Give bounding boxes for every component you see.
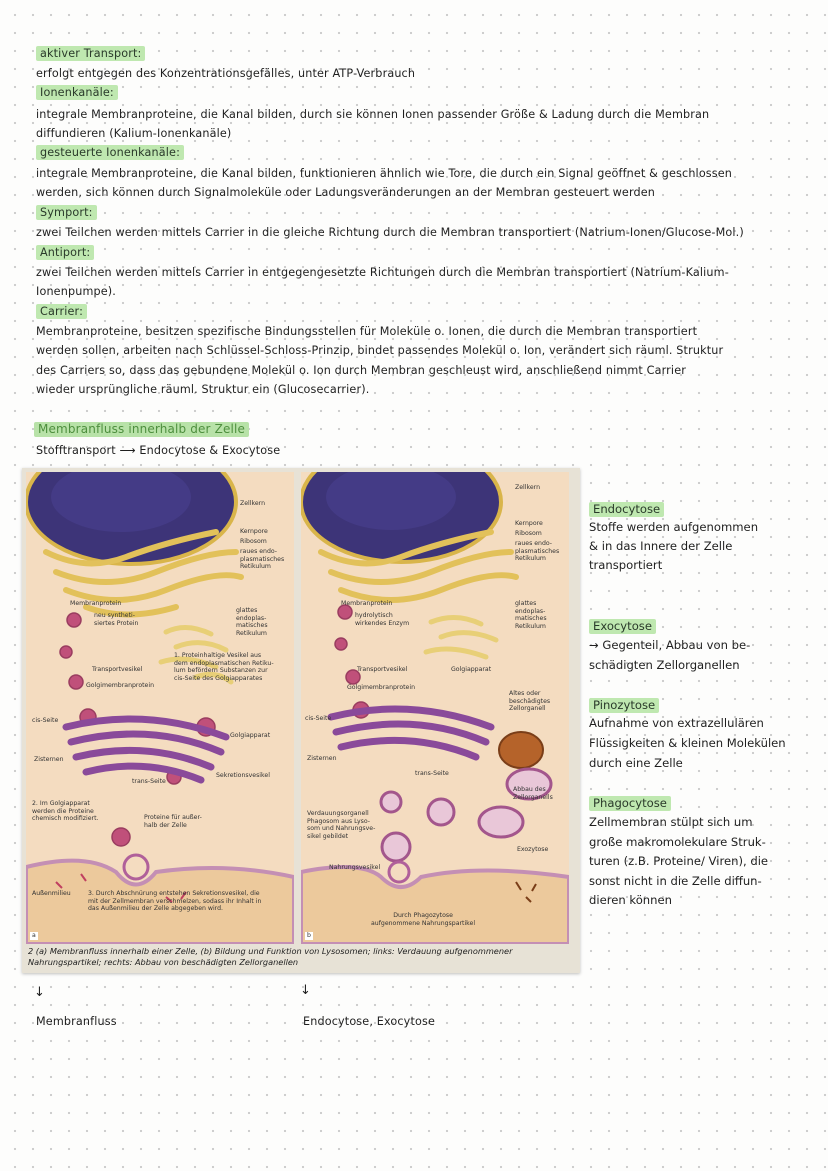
label-golgimembranprotein: Golgimembranprotein	[86, 682, 154, 689]
heading-aktiver-transport: aktiver Transport:	[36, 44, 145, 63]
textbook-figure	[22, 468, 580, 973]
label-aussenmilieu: Außenmilieu	[32, 890, 71, 897]
label-hydrolytisch: hydrolytisch wirkendes Enzym	[355, 612, 410, 627]
label-golgiapparat: Golgiapparat	[451, 666, 492, 673]
label-verdauungsorganell: Verdauungsorganell Phagosom aus Lyso- som und Nahrungsve- sikel gebildet	[307, 810, 376, 840]
label-step3: 3. Durch Abschnürung entstehen Sekretionsvesikel, die mit der Zellmembran verschmelzen, sodass ihr Inhalt in das Außenmilieu der Zelle abgegeben wird.	[88, 890, 262, 912]
note-line: werden sollen, arbeiten nach Schlüssel-Schloss-Prinzip, bindet passendes Molekül o. Ion, verändert sich räuml. Struktur	[36, 344, 724, 357]
heading-membranfluss: Membranfluss innerhalb der Zelle	[34, 420, 249, 439]
note-line: große makromolekulare Struk-	[589, 835, 766, 849]
note-line: erfolgt entgegen des Konzentrationsgefälles, unter ATP-Verbrauch	[36, 67, 416, 80]
label-cis-seite: cis-Seite	[32, 717, 59, 724]
heading-carrier: Carrier:	[36, 302, 87, 321]
label-glattes-er: glattes endoplas- matisches Retikulum	[515, 600, 547, 630]
note-line: sonst nicht in die Zelle diffun-	[589, 874, 762, 888]
label-zisternen: Zisternen	[34, 756, 64, 763]
label-step2: 2. Im Golgiapparat werden die Proteine chemisch modifiziert.	[32, 800, 99, 822]
heading-ionenkanaele: Ionenkanäle:	[36, 83, 118, 102]
note-line: wieder ursprüngliche räuml. Struktur ein (Glucosecarrier).	[36, 383, 370, 396]
label-phagozytose: Durch Phagozytose aufgenommene Nahrungspartikel	[371, 912, 476, 927]
label-membranprotein: Membranprotein	[341, 600, 393, 607]
label-transportvesikel: Transportvesikel	[357, 666, 408, 673]
note-line: Stofftransport ⟶ Endocytose & Exocytose	[36, 444, 281, 457]
heading-gesteuerte-ionenkanaele: gesteuerte Ionenkanäle:	[36, 143, 184, 162]
panel-letter-b: b	[307, 932, 311, 939]
label-transportvesikel: Transportvesikel	[92, 666, 143, 673]
note-line: integrale Membranproteine, die Kanal bilden, durch sie können Ionen passender Größe & Ladung durch die Membran	[36, 108, 710, 121]
label-golgimembranprotein: Golgimembranprotein	[347, 684, 415, 691]
down-arrow-icon: ↓	[34, 985, 45, 1000]
note-line: schädigten Zellorganellen	[589, 658, 740, 672]
note-line: transportiert	[589, 558, 663, 572]
note-line: diffundieren (Kalium-Ionenkanäle)	[36, 127, 232, 140]
heading-symport: Symport:	[36, 203, 97, 222]
note-line: → Gegenteil, Abbau von be-	[589, 638, 751, 652]
panel-letter-a: a	[32, 932, 36, 939]
heading-phagocytose: Phagocytose	[589, 794, 671, 812]
heading-endocytose: Endocytose	[589, 500, 664, 518]
note-line: & in das Innere der Zelle	[589, 539, 733, 553]
label-abbau: Abbau des Zellorganells	[513, 786, 553, 801]
heading-exocytose: Exocytose	[589, 617, 656, 635]
down-arrow-icon: ↓	[300, 983, 311, 998]
label-zellkern: Zellkern	[515, 484, 541, 491]
figure-caption: 2 (a) Membranfluss innerhalb einer Zelle, (b) Bildung und Funktion von Lysosomen; links: Verdauung aufgenommener Nahrungspartikel; rechts: Abbau von beschädigten Zellorganellen	[28, 946, 513, 967]
label-endocytose-exocytose: Endocytose, Exocytose	[303, 1015, 435, 1028]
label-membranfluss: Membranfluss	[36, 1015, 117, 1028]
label-nahrungsvesikel: Nahrungsvesikel	[329, 864, 381, 871]
note-line: Flüssigkeiten & kleinen Molekülen	[589, 736, 786, 750]
label-membranprotein: Membranprotein	[70, 600, 122, 607]
note-line: dieren können	[589, 893, 672, 907]
note-line: Zellmembran stülpt sich um	[589, 815, 753, 829]
label-trans-seite: trans-Seite	[132, 778, 166, 785]
label-golgiapparat: Golgiapparat	[230, 732, 271, 739]
label-glattes-er: glattes endoplas- matisches Retikulum	[236, 607, 268, 637]
label-ribosom: Ribosom	[240, 538, 267, 545]
label-ribosom: Ribosom	[515, 530, 542, 537]
label-raues-er: raues endo- plasmatisches Retikulum	[515, 540, 560, 562]
label-trans-seite: trans-Seite	[415, 770, 449, 777]
note-line: durch eine Zelle	[589, 756, 683, 770]
label-zellkern: Zellkern	[240, 500, 266, 507]
label-kernpore: Kernpore	[240, 528, 268, 535]
label-sekretionsvesikel: Sekretionsvesikel	[216, 772, 270, 779]
label-altes-zellorganell: Altes oder beschädigtes Zellorganell	[509, 690, 551, 712]
label-raues-er: raues endo- plasmatisches Retikulum	[240, 548, 285, 570]
label-cis-seite: cis-Seite	[305, 715, 332, 722]
note-line: zwei Teilchen werden mittels Carrier in die gleiche Richtung durch die Membran transportiert (Natrium-Ionen/Glucose-Mol.)	[36, 226, 744, 239]
label-zisternen: Zisternen	[307, 755, 337, 762]
label-kernpore: Kernpore	[515, 520, 543, 527]
note-line: Aufnahme von extrazellulären	[589, 716, 764, 730]
heading-antiport: Antiport:	[36, 243, 94, 262]
note-line: integrale Membranproteine, die Kanal bilden, funktionieren ähnlich wie Tore, die durch ein Signal geöffnet & geschlossen	[36, 167, 733, 180]
figure-panel-a	[26, 472, 294, 944]
heading-pinozytose: Pinozytose	[589, 696, 659, 714]
label-neu-protein: neu syntheti- siertes Protein	[94, 612, 139, 627]
figure-panel-b	[301, 472, 569, 944]
note-line: zwei Teilchen werden mittels Carrier in entgegengesetzte Richtungen durch die Membran transportiert (Natrium-Kalium-	[36, 266, 729, 279]
label-proteine-ausser: Proteine für außer- halb der Zelle	[144, 814, 202, 829]
note-line: turen (z.B. Proteine/ Viren), die	[589, 854, 769, 868]
label-exozytose: Exozytose	[517, 846, 549, 853]
label-step1: 1. Proteinhaltige Vesikel aus dem endoplasmatischen Retiku- lum befördern Substanzen zur cis-Seite des Golgiapparates	[174, 652, 274, 682]
note-line: Ionenpumpe).	[36, 285, 117, 298]
note-line: werden, sich können durch Signalmoleküle oder Ladungsveränderungen an der Membran gesteuert werden	[36, 186, 656, 199]
note-line: Stoffe werden aufgenommen	[589, 520, 759, 534]
note-line: Membranproteine, besitzen spezifische Bindungsstellen für Moleküle o. Ionen, die durch die Membran transportiert	[36, 325, 698, 338]
note-line: des Carriers so, dass das gebundene Molekül o. Ion durch Membran geschleust wird, anschließend nimmt Carrier	[36, 364, 686, 377]
